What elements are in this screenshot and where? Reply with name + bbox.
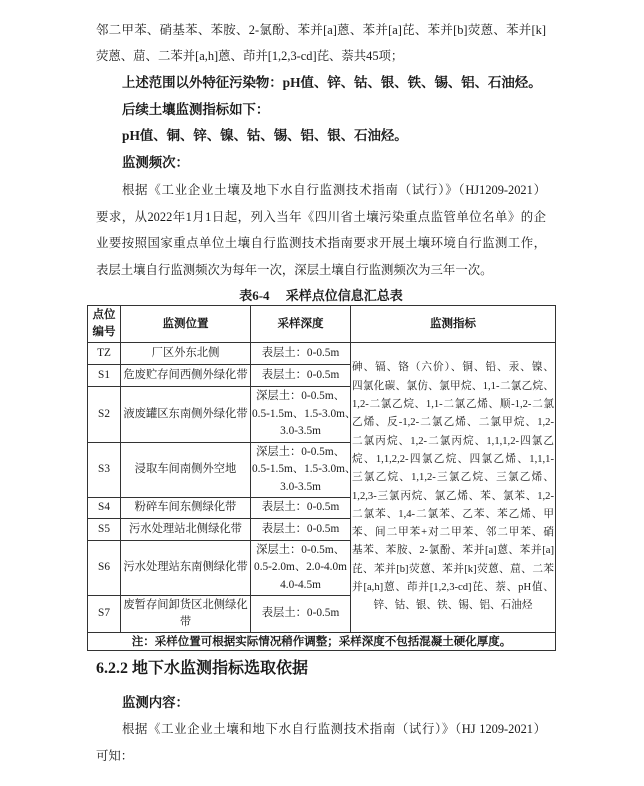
section-heading bbox=[96, 659, 308, 679]
point-id-cell: S4 bbox=[88, 498, 121, 519]
location-text: 液废罐区东南侧外绿化带 bbox=[123, 407, 248, 420]
frequency-line: 表层土壤自行监测频次为每年一次，深层土壤自行监测频次为三年一次。 bbox=[96, 262, 493, 277]
depth-text: 表层土：0-0.5m bbox=[261, 607, 340, 620]
point-id-cell: S5 bbox=[88, 519, 121, 541]
indicator-line: 二氯丙烷、1,2-二氯丙烷、1,1,1,2-四氯乙 bbox=[352, 435, 554, 447]
table-row bbox=[88, 343, 556, 365]
frequency-label: 监测频次： bbox=[122, 155, 189, 171]
point-id-cell: TZ bbox=[88, 343, 121, 365]
section-number: 6.2.2 bbox=[96, 660, 128, 677]
intro-line: 荧蒽、䓛、二苯并[a,h]蒽、茚并[1,2,3-cd]芘、萘共45项； bbox=[96, 49, 404, 64]
location-cell bbox=[121, 596, 251, 633]
depth-text: 4.0-4.5m bbox=[280, 578, 321, 591]
location-text: 危废贮存间西侧外绿化带 bbox=[123, 368, 248, 381]
indicator-line: 1,2,3-三氯丙烷、氯乙烯、苯、氯苯、1,2- bbox=[352, 490, 554, 502]
location-cell bbox=[121, 519, 251, 541]
header-location: 监测位置 bbox=[121, 306, 251, 343]
extra-pollutants-line: 上述范围以外特征污染物：pH值、锌、钴、银、铁、锡、铝、石油烃。 bbox=[122, 75, 542, 91]
table-caption: 表6-4 采样点位信息汇总表 bbox=[239, 288, 403, 303]
point-id-cell: S7 bbox=[88, 596, 121, 633]
indicators-cell bbox=[351, 343, 556, 633]
location-cell bbox=[121, 343, 251, 365]
indicator-line: 1,2-二氯乙烷、1,1-二氯乙烯、顺-1,2-二氯 bbox=[352, 399, 554, 411]
table-header-row bbox=[88, 306, 556, 343]
depth-text: 深层土：0-0.5m、 bbox=[256, 445, 345, 458]
indicator-line: 乙烯、反-1,2-二氯乙烯、二氯甲烷、1,2- bbox=[352, 417, 554, 429]
indicator-line: 基苯、苯胺、2-氯酚、苯并[a]蒽、苯并[a] bbox=[352, 545, 554, 557]
point-id-cell: S3 bbox=[88, 443, 121, 498]
location-text: 厂区外东北侧 bbox=[151, 346, 220, 359]
depth-text: 3.0-3.5m bbox=[280, 480, 321, 493]
frequency-line: 根据《工业企业土壤及地下水自行监测技术指南（试行）》（HJ1209-2021） bbox=[122, 182, 546, 197]
indicator-line: 二氯苯、1,4-二氯苯、乙苯、苯乙烯、甲 bbox=[352, 508, 554, 520]
followup-indicators: pH值、铜、锌、镍、钴、锡、铝、银、石油烃。 bbox=[122, 128, 408, 144]
location-text: 污水处理站北侧绿化带 bbox=[129, 522, 242, 535]
indicator-line: 三氯乙烷、1,1,2-三氯乙烷、三氯乙烯、 bbox=[352, 472, 554, 484]
header-indicators: 监测指标 bbox=[351, 306, 556, 343]
table-note-row bbox=[88, 633, 556, 651]
indicator-line: 芘、苯并[b]荧蒽、苯并[k]荧蒽、䓛、二苯 bbox=[352, 563, 554, 575]
depth-text: 表层土：0-0.5m bbox=[261, 346, 340, 359]
location-cell bbox=[121, 541, 251, 596]
location-text: 浸取车间南侧外空地 bbox=[134, 463, 237, 476]
content-label: 监测内容： bbox=[122, 694, 189, 710]
header-point-id bbox=[88, 306, 121, 343]
depth-text: 0.5-1.5m、1.5-3.0m、 bbox=[252, 407, 357, 420]
depth-cell bbox=[251, 343, 351, 365]
indicator-line: 砷、镉、铬（六价）、铜、铅、汞、镍、 bbox=[352, 362, 554, 374]
sampling-points-table bbox=[87, 305, 556, 651]
depth-text: 表层土：0-0.5m bbox=[261, 501, 340, 514]
header-depth: 采样深度 bbox=[251, 306, 351, 343]
location-cell bbox=[121, 443, 251, 498]
depth-cell bbox=[251, 498, 351, 519]
location-text: 废暂存间卸货区北侧绿化 bbox=[123, 598, 248, 611]
indicator-line: 苯、间二甲苯+对二甲苯、邻二甲苯、硝 bbox=[352, 527, 554, 539]
depth-text: 深层土：0-0.5m、 bbox=[256, 543, 345, 556]
location-cell bbox=[121, 387, 251, 443]
header-point-id-line: 点位 bbox=[92, 309, 116, 321]
location-text: 污水处理站东南侧绿化带 bbox=[123, 561, 248, 574]
depth-text: 0.5-2.0m、2.0-4.0m bbox=[254, 561, 347, 574]
depth-text: 3.0-3.5m bbox=[280, 425, 321, 438]
location-text: 带 bbox=[179, 616, 192, 628]
frequency-line: 要求，从2022年1月1日起，列入当年《四川省土壤污染重点监管单位名单》的企 bbox=[96, 209, 546, 224]
depth-text: 表层土：0-0.5m bbox=[261, 522, 340, 535]
depth-cell bbox=[251, 541, 351, 596]
indicator-line: 四氯化碳、氯仿、氯甲烷、1,1-二氯乙烷、 bbox=[352, 380, 554, 392]
frequency-line: 业要按照国家重点单位土壤自行监测技术指南要求开展土壤环境自行监测工作， bbox=[96, 236, 546, 251]
indicator-line: 并[a,h]蒽、茚并[1,2,3-cd]芘、萘、pH值、 bbox=[352, 581, 554, 593]
followup-label: 后续土壤监测指标如下： bbox=[122, 101, 270, 117]
header-point-id-line: 编号 bbox=[92, 326, 116, 338]
table-note: 注：采样位置可根据实际情况稍作调整；采样深度不包括混凝土硬化厚度。 bbox=[88, 633, 556, 651]
section-title: 地下水监测指标选取依据 bbox=[132, 660, 309, 677]
location-cell bbox=[121, 498, 251, 519]
depth-cell bbox=[251, 596, 351, 633]
indicator-line: 烷、1,1,2,2-四氯乙烷、四氯乙烯、1,1,1- bbox=[352, 453, 554, 465]
depth-cell bbox=[251, 443, 357, 498]
depth-text: 表层土：0-0.5m bbox=[261, 368, 340, 381]
section-line: 可知： bbox=[96, 748, 134, 763]
groundwater-text bbox=[96, 690, 546, 770]
point-id-cell: S6 bbox=[88, 541, 121, 596]
depth-cell bbox=[251, 519, 351, 541]
point-id-cell: S2 bbox=[88, 387, 121, 443]
depth-text: 深层土：0-0.5m、 bbox=[256, 390, 345, 403]
section-line: 根据《工业企业土壤和地下水自行监测技术指南（试行）》（HJ 1209-2021） bbox=[122, 722, 546, 737]
depth-cell bbox=[251, 365, 351, 387]
intro-line: 邻二甲苯、硝基苯、苯胺、2-氯酚、苯并[a]蒽、苯并[a]芘、苯并[b]荧蒽、苯并[k] bbox=[96, 22, 546, 37]
depth-cell bbox=[251, 387, 357, 443]
soil-monitoring-text bbox=[96, 17, 546, 284]
point-id-cell: S1 bbox=[88, 365, 121, 387]
depth-text: 0.5-1.5m、1.5-3.0m、 bbox=[252, 463, 357, 476]
location-text: 粉碎车间东侧绿化带 bbox=[134, 501, 237, 514]
indicator-line: 锌、钴、银、铁、锡、铝、石油烃 bbox=[373, 600, 533, 612]
location-cell bbox=[121, 365, 251, 387]
